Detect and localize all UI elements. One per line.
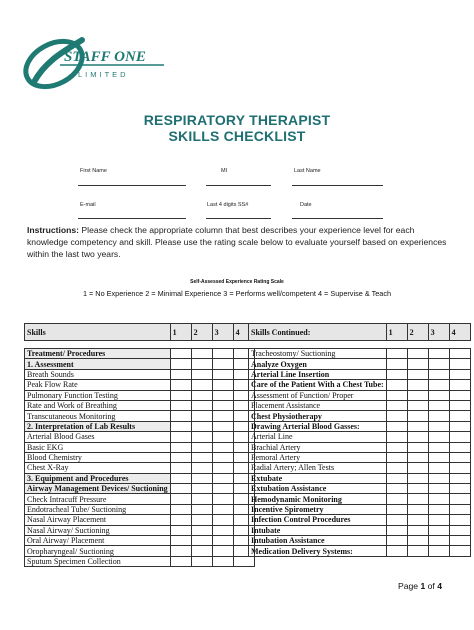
skills-table-right bbox=[248, 323, 471, 557]
section-row bbox=[25, 484, 255, 494]
rating-cell-2 bbox=[191, 421, 212, 431]
rating-col-2-header: 2 bbox=[191, 324, 212, 341]
rating-scale-text: 1 = No Experience 2 = Minimal Experience 3 = Performs well/competent 4 = Supervise & Teach bbox=[82, 289, 392, 298]
rating-cell-3[interactable] bbox=[212, 504, 233, 514]
rating-cell-1[interactable] bbox=[170, 556, 191, 566]
spacer-row bbox=[25, 341, 255, 349]
rating-cell-1[interactable] bbox=[386, 349, 407, 359]
rating-cell-2[interactable] bbox=[407, 463, 428, 473]
rating-cell-2[interactable] bbox=[407, 494, 428, 504]
rating-col-1-header: 1 bbox=[170, 324, 191, 341]
rating-cell-2 bbox=[407, 341, 428, 349]
skill-row bbox=[249, 432, 471, 442]
skill-label: Intubate bbox=[249, 525, 387, 535]
skill-label: Endotracheal Tube/ Suctioning bbox=[25, 504, 171, 514]
rating-cell-2[interactable] bbox=[191, 546, 212, 556]
skill-row bbox=[249, 473, 471, 483]
rating-cell-3[interactable] bbox=[212, 515, 233, 525]
rating-cell-3[interactable] bbox=[428, 411, 449, 421]
skill-label: Airway Management Devices/ Suctioning bbox=[25, 484, 171, 494]
skill-row bbox=[25, 390, 255, 400]
page-number bbox=[398, 581, 442, 591]
rating-cell-4[interactable] bbox=[449, 515, 470, 525]
rating-cell-4[interactable] bbox=[449, 452, 470, 462]
rating-cell-3 bbox=[212, 349, 233, 359]
last-name-field[interactable] bbox=[292, 185, 383, 186]
rating-cell-4[interactable] bbox=[449, 473, 470, 483]
rating-cell-1[interactable] bbox=[386, 473, 407, 483]
ssn-field[interactable] bbox=[206, 218, 271, 219]
rating-cell-2 bbox=[191, 484, 212, 494]
rating-cell-1[interactable] bbox=[170, 536, 191, 546]
skill-label: Placement Assistance bbox=[249, 400, 387, 410]
logo-sub-text: LIMITED bbox=[78, 70, 129, 79]
rating-cell-3[interactable] bbox=[428, 359, 449, 369]
skill-label bbox=[25, 341, 171, 349]
rating-cell-2[interactable] bbox=[191, 369, 212, 379]
rating-cell-1 bbox=[170, 341, 191, 349]
skill-label: Nasal Airway Placement bbox=[25, 515, 171, 525]
skill-row bbox=[25, 369, 255, 379]
skill-label: Nasal Airway/ Suctioning bbox=[25, 525, 171, 535]
skill-label: Extubation Assistance bbox=[249, 484, 387, 494]
skill-row bbox=[25, 546, 255, 556]
skill-row bbox=[25, 556, 255, 566]
skill-row bbox=[249, 463, 471, 473]
rating-cell-2[interactable] bbox=[407, 390, 428, 400]
rating-cell-4 bbox=[449, 341, 470, 349]
section-row bbox=[25, 349, 255, 359]
rating-cell-2 bbox=[191, 473, 212, 483]
rating-cell-4[interactable] bbox=[449, 380, 470, 390]
rating-cell-1[interactable] bbox=[170, 504, 191, 514]
rating-cell-1[interactable] bbox=[170, 432, 191, 442]
skill-row bbox=[25, 432, 255, 442]
rating-cell-1[interactable] bbox=[170, 369, 191, 379]
ssn-label: Last 4 digits SS# bbox=[207, 202, 249, 208]
rating-cell-1[interactable] bbox=[170, 380, 191, 390]
rating-cell-3 bbox=[212, 473, 233, 483]
rating-cell-3[interactable] bbox=[212, 411, 233, 421]
rating-cell-2[interactable] bbox=[407, 484, 428, 494]
of-word: of bbox=[425, 581, 438, 591]
rating-cell-3[interactable] bbox=[212, 390, 233, 400]
skills-table-left bbox=[24, 323, 255, 567]
rating-cell-2[interactable] bbox=[191, 494, 212, 504]
email-label: E-mail bbox=[80, 202, 96, 208]
rating-cell-1[interactable] bbox=[386, 452, 407, 462]
rating-cell-1 bbox=[170, 349, 191, 359]
skill-label: Hemodynamic Monitoring bbox=[249, 494, 387, 504]
rating-cell-3[interactable] bbox=[428, 515, 449, 525]
rating-cell-4[interactable] bbox=[449, 546, 470, 556]
rating-cell-3[interactable] bbox=[428, 546, 449, 556]
skill-label: Incentive Spirometry bbox=[249, 504, 387, 514]
skill-label: 1. Assessment bbox=[25, 359, 171, 369]
rating-cell-2[interactable] bbox=[407, 369, 428, 379]
rating-cell-1[interactable] bbox=[386, 411, 407, 421]
rating-cell-2[interactable] bbox=[407, 473, 428, 483]
rating-cell-2[interactable] bbox=[407, 515, 428, 525]
rating-cell-3[interactable] bbox=[212, 400, 233, 410]
skill-row bbox=[249, 494, 471, 504]
skill-label: Tracheostomy/ Suctioning bbox=[249, 349, 387, 359]
skill-label: 3. Equipment and Procedures bbox=[25, 473, 171, 483]
rating-cell-3 bbox=[212, 484, 233, 494]
rating-cell-2[interactable] bbox=[191, 432, 212, 442]
rating-cell-3[interactable] bbox=[212, 442, 233, 452]
section-row bbox=[25, 421, 255, 431]
rating-cell-1[interactable] bbox=[386, 432, 407, 442]
rating-cell-1 bbox=[170, 359, 191, 369]
rating-cell-2[interactable] bbox=[407, 452, 428, 462]
rating-scale-title: Self-Assessed Experience Rating Scale bbox=[190, 279, 284, 285]
rating-cell-1[interactable] bbox=[386, 442, 407, 452]
rating-cell-1[interactable] bbox=[170, 463, 191, 473]
skill-row bbox=[25, 515, 255, 525]
instructions-label: Instructions: bbox=[27, 225, 80, 235]
rating-cell-4[interactable] bbox=[449, 349, 470, 359]
skill-label: Chest Physiotherapy bbox=[249, 411, 387, 421]
rating-cell-3 bbox=[212, 341, 233, 349]
skill-label: Peak Flow Rate bbox=[25, 380, 171, 390]
skill-row bbox=[25, 380, 255, 390]
rating-cell-1[interactable] bbox=[170, 400, 191, 410]
rating-cell-3[interactable] bbox=[428, 473, 449, 483]
rating-cell-2[interactable] bbox=[407, 442, 428, 452]
skill-label: Drawing Arterial Blood Gasses: bbox=[249, 421, 387, 431]
rating-cell-4[interactable] bbox=[449, 369, 470, 379]
rating-cell-1[interactable] bbox=[170, 494, 191, 504]
rating-cell-3[interactable] bbox=[428, 349, 449, 359]
skill-row bbox=[249, 504, 471, 514]
date-field[interactable] bbox=[292, 218, 383, 219]
rating-cell-1[interactable] bbox=[386, 504, 407, 514]
skill-label: Medication Delivery Systems: bbox=[249, 546, 387, 556]
instructions-text: Please check the appropriate column that best describes your experience level for each knowledge competency and skill. Please use the rating scale below to evaluate yourself based on experiences within the last two years. bbox=[27, 225, 447, 259]
skill-label: Intubation Assistance bbox=[249, 536, 387, 546]
section-row bbox=[25, 359, 255, 369]
rating-cell-1[interactable] bbox=[386, 484, 407, 494]
rating-cell-4[interactable] bbox=[449, 536, 470, 546]
rating-cell-2[interactable] bbox=[191, 411, 212, 421]
rating-cell-3[interactable] bbox=[212, 525, 233, 535]
rating-cell-2[interactable] bbox=[191, 380, 212, 390]
rating-cell-4[interactable] bbox=[449, 411, 470, 421]
skill-label: 2. Interpretation of Lab Results bbox=[25, 421, 171, 431]
rating-cell-2 bbox=[191, 341, 212, 349]
skill-label: Radial Artery; Allen Tests bbox=[249, 463, 387, 473]
rating-cell-3[interactable] bbox=[212, 452, 233, 462]
skill-label: Femoral Artery bbox=[249, 452, 387, 462]
rating-col-4-header: 4 bbox=[449, 324, 470, 341]
rating-cell-3[interactable] bbox=[212, 494, 233, 504]
skill-label: Check Intracuff Pressure bbox=[25, 494, 171, 504]
rating-cell-1[interactable] bbox=[170, 390, 191, 400]
rating-cell-4[interactable] bbox=[449, 432, 470, 442]
skill-row bbox=[249, 359, 471, 369]
skill-label: Pulmonary Function Testing bbox=[25, 390, 171, 400]
skill-label: Sputum Specimen Collection bbox=[25, 556, 171, 566]
rating-cell-2[interactable] bbox=[191, 463, 212, 473]
rating-cell-1[interactable] bbox=[170, 442, 191, 452]
rating-cell-4[interactable] bbox=[449, 400, 470, 410]
rating-cell-1[interactable] bbox=[386, 369, 407, 379]
rating-cell-2 bbox=[191, 349, 212, 359]
skill-label: Oropharyngeal/ Suctioning bbox=[25, 546, 171, 556]
rating-cell-3[interactable] bbox=[212, 369, 233, 379]
page-title: RESPIRATORY THERAPIST bbox=[143, 112, 331, 128]
rating-cell-1[interactable] bbox=[386, 390, 407, 400]
skills-header: Skills bbox=[25, 324, 171, 341]
rating-cell-1[interactable] bbox=[170, 452, 191, 462]
rating-col-4-header: 4 bbox=[233, 324, 254, 341]
rating-cell-2[interactable] bbox=[407, 359, 428, 369]
skill-label: Blood Chemistry bbox=[25, 452, 171, 462]
skills-continued-header: Skills Continued: bbox=[249, 324, 387, 341]
skill-row bbox=[249, 349, 471, 359]
rating-cell-2[interactable] bbox=[191, 504, 212, 514]
rating-cell-3[interactable] bbox=[428, 452, 449, 462]
rating-cell-1 bbox=[386, 341, 407, 349]
rating-cell-3[interactable] bbox=[212, 432, 233, 442]
skill-label: Transcutaneous Monitoring bbox=[25, 411, 171, 421]
rating-cell-3 bbox=[212, 421, 233, 431]
section-row bbox=[25, 473, 255, 483]
skill-row bbox=[249, 442, 471, 452]
page-word: Page bbox=[398, 581, 421, 591]
rating-col-1-header: 1 bbox=[386, 324, 407, 341]
rating-cell-2[interactable] bbox=[191, 515, 212, 525]
skill-label: Arterial Blood Gases bbox=[25, 432, 171, 442]
skill-label: Breath Sounds bbox=[25, 369, 171, 379]
rating-cell-2[interactable] bbox=[191, 536, 212, 546]
rating-cell-2 bbox=[191, 359, 212, 369]
rating-cell-1[interactable] bbox=[386, 463, 407, 473]
rating-cell-2[interactable] bbox=[407, 380, 428, 390]
skill-row bbox=[249, 400, 471, 410]
rating-cell-2[interactable] bbox=[407, 349, 428, 359]
skill-row bbox=[249, 421, 471, 431]
rating-cell-1[interactable] bbox=[170, 515, 191, 525]
rating-cell-4[interactable] bbox=[449, 494, 470, 504]
rating-cell-4[interactable] bbox=[449, 359, 470, 369]
rating-cell-3[interactable] bbox=[428, 390, 449, 400]
rating-cell-3[interactable] bbox=[428, 504, 449, 514]
rating-cell-3[interactable] bbox=[428, 463, 449, 473]
rating-cell-3[interactable] bbox=[428, 400, 449, 410]
date-label: Date bbox=[300, 202, 312, 208]
rating-cell-4[interactable] bbox=[449, 504, 470, 514]
rating-cell-1 bbox=[170, 421, 191, 431]
rating-cell-3[interactable] bbox=[428, 369, 449, 379]
skill-label: Arterial Line Insertion bbox=[249, 369, 387, 379]
skill-row bbox=[25, 400, 255, 410]
mi-field[interactable] bbox=[206, 185, 271, 186]
rating-cell-1 bbox=[170, 484, 191, 494]
rating-cell-1[interactable] bbox=[170, 525, 191, 535]
rating-cell-3[interactable] bbox=[428, 421, 449, 431]
skill-row bbox=[249, 515, 471, 525]
rating-cell-2[interactable] bbox=[191, 556, 212, 566]
rating-cell-3 bbox=[212, 359, 233, 369]
skill-label: Brachial Artery bbox=[249, 442, 387, 452]
rating-cell-1 bbox=[170, 473, 191, 483]
rating-cell-3[interactable] bbox=[428, 380, 449, 390]
rating-cell-3[interactable] bbox=[212, 380, 233, 390]
rating-cell-2[interactable] bbox=[407, 411, 428, 421]
skill-row bbox=[249, 536, 471, 546]
skill-row bbox=[25, 442, 255, 452]
rating-cell-4[interactable] bbox=[449, 390, 470, 400]
rating-cell-3[interactable] bbox=[428, 536, 449, 546]
staff-one-logo bbox=[16, 30, 166, 98]
rating-cell-3[interactable] bbox=[212, 463, 233, 473]
skill-label: Infection Control Procedures bbox=[249, 515, 387, 525]
skill-row bbox=[25, 463, 255, 473]
rating-cell-2[interactable] bbox=[407, 400, 428, 410]
page-current: 1 bbox=[420, 581, 426, 591]
skill-row bbox=[25, 452, 255, 462]
rating-cell-1[interactable] bbox=[386, 400, 407, 410]
skill-label: Oral Airway/ Placement bbox=[25, 536, 171, 546]
skill-row bbox=[249, 484, 471, 494]
skill-row bbox=[25, 536, 255, 546]
skill-row bbox=[249, 369, 471, 379]
skill-label: Rate and Work of Breathing bbox=[25, 400, 171, 410]
page-total: 4 bbox=[437, 581, 442, 591]
rating-cell-2[interactable] bbox=[191, 525, 212, 535]
skill-row bbox=[249, 390, 471, 400]
rating-cell-1[interactable] bbox=[386, 380, 407, 390]
skill-label: Analyze Oxygen bbox=[249, 359, 387, 369]
skill-label: Extubate bbox=[249, 473, 387, 483]
rating-cell-2[interactable] bbox=[407, 536, 428, 546]
spacer-row bbox=[249, 341, 471, 349]
rating-cell-4[interactable] bbox=[449, 484, 470, 494]
rating-cell-3[interactable] bbox=[428, 432, 449, 442]
first-name-label: First Name bbox=[80, 168, 107, 174]
rating-col-3-header: 3 bbox=[212, 324, 233, 341]
rating-cell-1[interactable] bbox=[386, 494, 407, 504]
rating-cell-1[interactable] bbox=[386, 525, 407, 535]
rating-cell-3[interactable] bbox=[212, 546, 233, 556]
rating-cell-2[interactable] bbox=[407, 525, 428, 535]
logo-brand-text: STAFF ONE bbox=[64, 49, 146, 65]
skill-label: Treatment/ Procedures bbox=[25, 349, 171, 359]
rating-cell-3[interactable] bbox=[212, 536, 233, 546]
rating-cell-4[interactable] bbox=[233, 556, 254, 566]
last-name-label: Last Name bbox=[294, 168, 321, 174]
skill-row bbox=[25, 411, 255, 421]
rating-cell-3[interactable] bbox=[428, 442, 449, 452]
rating-cell-2[interactable] bbox=[191, 442, 212, 452]
skill-row bbox=[249, 380, 471, 390]
first-name-field[interactable] bbox=[78, 185, 186, 186]
rating-cell-2[interactable] bbox=[191, 452, 212, 462]
email-field[interactable] bbox=[78, 218, 186, 219]
rating-col-3-header: 3 bbox=[428, 324, 449, 341]
rating-cell-2[interactable] bbox=[191, 390, 212, 400]
skill-row bbox=[25, 504, 255, 514]
rating-cell-3[interactable] bbox=[428, 494, 449, 504]
rating-cell-1[interactable] bbox=[170, 546, 191, 556]
skill-row bbox=[25, 525, 255, 535]
rating-cell-1[interactable] bbox=[386, 515, 407, 525]
skill-label: Care of the Patient With a Chest Tube: bbox=[249, 380, 387, 390]
skill-row bbox=[25, 494, 255, 504]
skills-table-right-header bbox=[249, 324, 471, 341]
page-subtitle: SKILLS CHECKLIST bbox=[168, 128, 306, 144]
skill-row bbox=[249, 452, 471, 462]
skill-row bbox=[249, 525, 471, 535]
rating-cell-2[interactable] bbox=[407, 421, 428, 431]
skill-label: Arterial Line bbox=[249, 432, 387, 442]
skill-label bbox=[249, 341, 387, 349]
rating-cell-2[interactable] bbox=[407, 432, 428, 442]
rating-cell-2[interactable] bbox=[407, 504, 428, 514]
staff-one-logo-graphic bbox=[16, 30, 166, 98]
rating-cell-2[interactable] bbox=[191, 400, 212, 410]
rating-cell-3[interactable] bbox=[212, 556, 233, 566]
rating-cell-2[interactable] bbox=[407, 546, 428, 556]
mi-label: MI bbox=[221, 168, 228, 174]
rating-cell-3[interactable] bbox=[428, 484, 449, 494]
skills-table-left-header bbox=[25, 324, 255, 341]
skill-label: Basic EKG bbox=[25, 442, 171, 452]
rating-cell-4[interactable] bbox=[449, 421, 470, 431]
skill-row bbox=[249, 546, 471, 556]
rating-cell-4[interactable] bbox=[449, 463, 470, 473]
rating-cell-3 bbox=[428, 341, 449, 349]
rating-cell-4[interactable] bbox=[449, 442, 470, 452]
skill-label: Assessment of Function/ Proper bbox=[249, 390, 387, 400]
rating-cell-1[interactable] bbox=[386, 546, 407, 556]
rating-cell-3[interactable] bbox=[428, 525, 449, 535]
rating-cell-1[interactable] bbox=[386, 359, 407, 369]
rating-col-2-header: 2 bbox=[407, 324, 428, 341]
rating-cell-1[interactable] bbox=[170, 411, 191, 421]
skill-row bbox=[249, 411, 471, 421]
rating-cell-1[interactable] bbox=[386, 536, 407, 546]
rating-cell-1[interactable] bbox=[386, 421, 407, 431]
skill-label: Chest X-Ray bbox=[25, 463, 171, 473]
rating-cell-4[interactable] bbox=[449, 525, 470, 535]
instructions-paragraph bbox=[27, 224, 447, 260]
